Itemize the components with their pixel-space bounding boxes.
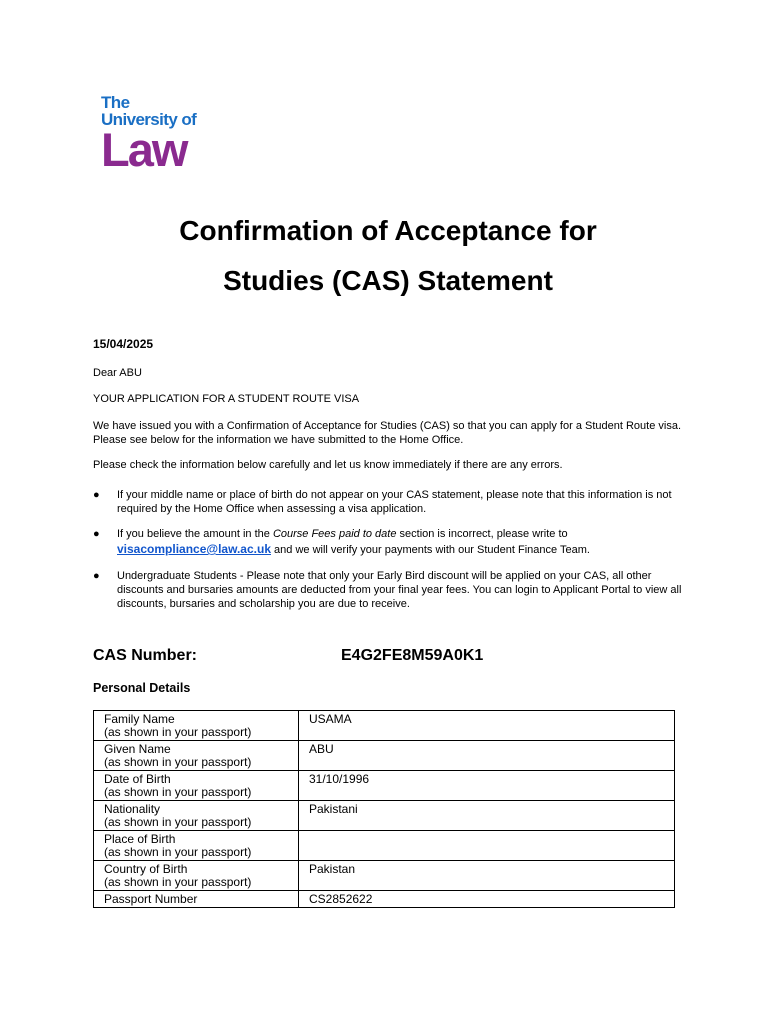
row-label: Place of Birth <box>104 832 176 846</box>
row-label-cell <box>94 831 299 861</box>
row-label: Passport Number <box>104 892 198 906</box>
bullet-text-1: If your middle name or place of birth do not appear on your CAS statement, please note that this information is not required by the Home Office when assessing a visa application. <box>117 489 672 515</box>
subject-line: YOUR APPLICATION FOR A STUDENT ROUTE VISA <box>93 393 360 405</box>
list-item <box>93 527 683 558</box>
cas-number-label: CAS Number: <box>93 647 198 664</box>
bullet-text-3: Undergraduate Students - Please note that only your Early Bird discount will be applied on your CAS, all other discounts and bursaries amounts are deducted from your final year fees. You can login to Applicant Portal to view all discounts, bursaries and scholarship you are due to receive. <box>117 570 682 610</box>
row-label-cell <box>94 891 299 908</box>
table-row <box>94 831 675 861</box>
passport-note: (as shown in your passport) <box>104 785 252 799</box>
passport-note: (as shown in your passport) <box>104 725 252 739</box>
table-row <box>94 741 675 771</box>
bullet-icon: ● <box>93 570 100 582</box>
check-paragraph: Please check the information below carefully and let us know immediately if there are any errors. <box>93 459 563 471</box>
logo-line-3: Law <box>101 123 187 176</box>
row-label-cell <box>94 801 299 831</box>
greeting: Dear ABU <box>93 367 142 379</box>
passport-note: (as shown in your passport) <box>104 845 252 859</box>
row-label: Nationality <box>104 802 161 816</box>
row-label: Date of Birth <box>104 772 171 786</box>
row-label: Country of Birth <box>104 862 188 876</box>
logo-line-2: University of <box>101 110 197 129</box>
list-item <box>93 569 683 611</box>
title-line-1: Confirmation of Acceptance for <box>179 215 597 246</box>
cas-number-value: E4G2FE8M59A0K1 <box>341 647 484 664</box>
row-value: Pakistani <box>299 801 675 831</box>
document-title <box>0 206 768 306</box>
table-row <box>94 891 675 908</box>
row-value <box>299 831 675 861</box>
row-label: Given Name <box>104 742 171 756</box>
table-row <box>94 861 675 891</box>
notes-list <box>93 488 683 611</box>
row-label: Family Name <box>104 712 175 726</box>
table-row <box>94 711 675 741</box>
university-logo <box>101 93 197 176</box>
passport-note: (as shown in your passport) <box>104 755 252 769</box>
letter-date: 15/04/2025 <box>93 337 154 351</box>
logo-line-1: The <box>101 93 130 112</box>
bullet-text-2-italic: Course Fees paid to date <box>272 528 397 540</box>
passport-note: (as shown in your passport) <box>104 815 252 829</box>
list-item <box>93 488 683 516</box>
row-value: ABU <box>299 741 675 771</box>
row-value: USAMA <box>299 711 675 741</box>
row-label-cell <box>94 741 299 771</box>
row-label-cell <box>94 711 299 741</box>
personal-details-heading: Personal Details <box>93 681 191 695</box>
row-value: CS2852622 <box>299 891 675 908</box>
intro-paragraph: We have issued you with a Confirmation of Acceptance for Studies (CAS) so that you can apply for a Student Route visa. Please see below for the information we have submitted to the Home Office. <box>93 420 682 446</box>
table-row <box>94 801 675 831</box>
bullet-text-2-mid: section is incorrect, please write to <box>396 528 568 540</box>
passport-note: (as shown in your passport) <box>104 875 252 889</box>
bullet-icon: ● <box>93 489 100 501</box>
row-value: 31/10/1996 <box>299 771 675 801</box>
title-line-2: Studies (CAS) Statement <box>223 265 553 296</box>
row-value: Pakistan <box>299 861 675 891</box>
bullet-icon: ● <box>93 528 100 540</box>
bullet-text-2-pre: If you believe the amount in the <box>117 528 273 540</box>
visa-compliance-email-link[interactable]: visacompliance@law.ac.uk <box>117 542 271 556</box>
personal-details-table <box>93 710 675 908</box>
row-label-cell <box>94 771 299 801</box>
row-label-cell <box>94 861 299 891</box>
table-row <box>94 771 675 801</box>
bullet-text-2-post: and we will verify your payments with our Student Finance Team. <box>271 544 590 556</box>
